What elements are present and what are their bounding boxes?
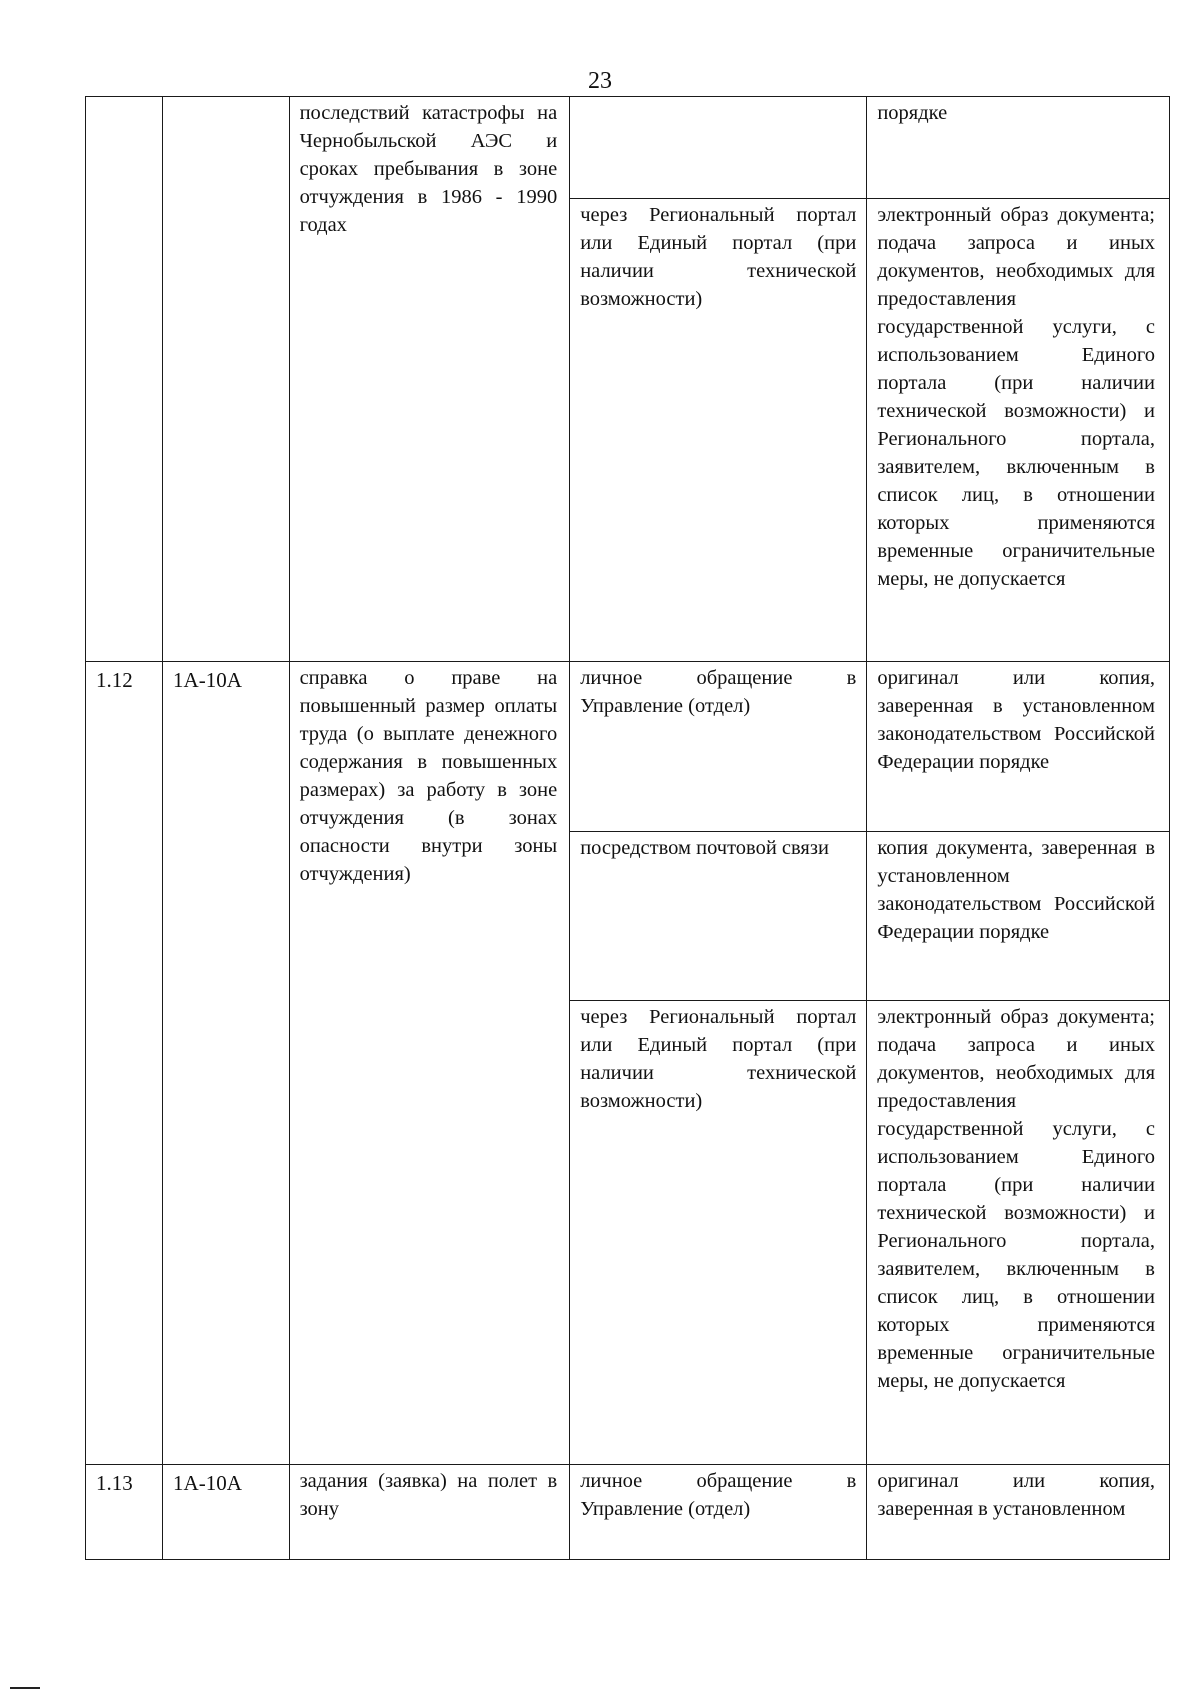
table-row (86, 1464, 1170, 1559)
row-code: 1А-10А (163, 662, 290, 1464)
submission-method: через Региональный портал или Единый портал (при наличии технической возможности) (570, 1001, 867, 1465)
table-row (86, 662, 1170, 831)
row-number: 1.12 (86, 662, 163, 1464)
row-code: 1А-10А (163, 1464, 290, 1559)
document-name: задания (заявка) на полет в зону (289, 1464, 570, 1559)
submission-method: через Региональный портал или Единый портал (при наличии технической возможности) (570, 198, 867, 662)
document-form: оригинал или копия, заверенная в установленном (867, 1464, 1170, 1559)
document-form: электронный образ документа; подача запроса и иных документов, необходимых для предоставления государственной услуги, с использованием Единого портала (при наличии технической возможности) и Регионального портала, заявителем, включенным в список лиц, в отношении которых применяются временные ограничительные меры, не допускается (867, 1001, 1170, 1465)
row-number (86, 97, 163, 662)
document-name: последствий катастрофы на Чернобыльской АЭС и сроках пребывания в зоне отчуждения в 1986 - 1990 годах (289, 97, 570, 662)
page-number: 23 (588, 68, 612, 94)
footer-rule (10, 1687, 40, 1689)
table-row (86, 97, 1170, 199)
submission-method: личное обращение в Управление (отдел) (570, 1464, 867, 1559)
row-number: 1.13 (86, 1464, 163, 1559)
document-form: порядке (867, 97, 1170, 199)
method-cell (570, 97, 867, 199)
document-name: справка о праве на повышенный размер оплаты труда (о выплате денежного содержания в повышенных размерах) за работу в зоне отчуждения (в зонах опасности внутри зоны отчуждения) (289, 662, 570, 1464)
row-code (163, 97, 290, 662)
document-form: оригинал или копия, заверенная в установленном законодательством Российской Федерации порядке (867, 662, 1170, 831)
services-table (85, 96, 1170, 1560)
document-form: копия документа, заверенная в установленном законодательством Российской Федерации порядке (867, 831, 1170, 1000)
document-form: электронный образ документа; подача запроса и иных документов, необходимых для предоставления государственной услуги, с использованием Единого портала (при наличии технической возможности) и Регионального портала, заявителем, включенным в список лиц, в отношении которых применяются временные ограничительные меры, не допускается (867, 198, 1170, 662)
submission-method: посредством почтовой связи (570, 831, 867, 1000)
submission-method: личное обращение в Управление (отдел) (570, 662, 867, 831)
